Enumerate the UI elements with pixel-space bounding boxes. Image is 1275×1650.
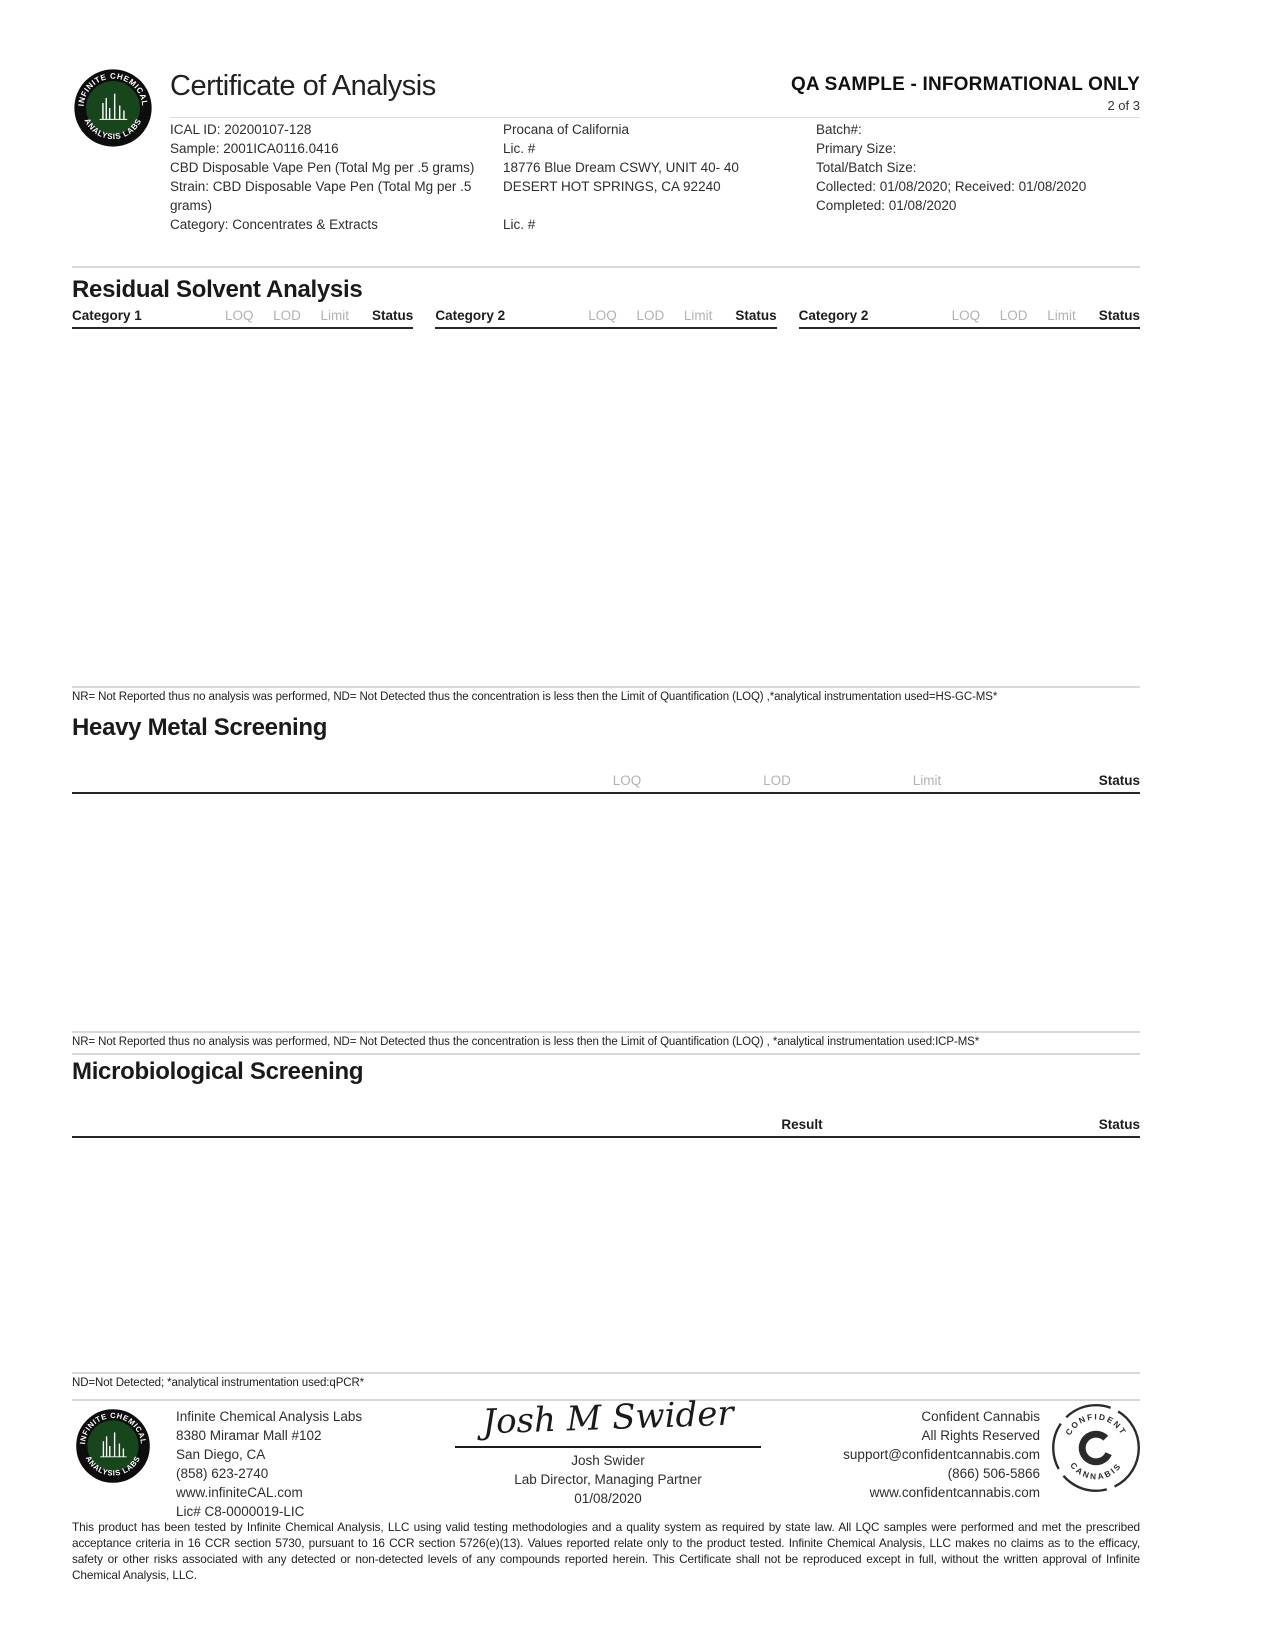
page-title: Certificate of Analysis [170, 70, 436, 102]
confident-phone: (866) 506-5866 [947, 1466, 1040, 1481]
sample-ical-id: ICAL ID: 20200107-128 [170, 122, 312, 137]
signer-name: Josh Swider [571, 1453, 645, 1468]
batch-number: Batch#: [816, 122, 862, 137]
residual-footnote: NR= Not Reported thus no analysis was performed, ND= Not Detected thus the concentration is less then the Limit of Quantification (LOQ) ,*analytical instrumentation used=HS-GC-MS* [72, 691, 998, 703]
confident-rights: All Rights Reserved [921, 1428, 1040, 1443]
microbial-footnote: ND=Not Detected; *analytical instrumentation used:qPCR* [72, 1377, 365, 1389]
column-category-2: Category 2 [435, 308, 506, 323]
batch-info [816, 120, 1146, 215]
client-license: Lic. # [503, 141, 536, 156]
client-address: 18776 Blue Dream CSWY, UNIT 40- 40 [503, 160, 739, 175]
heavy-metals-footnote: NR= Not Reported thus no analysis was performed, ND= Not Detected thus the concentration is less then the Limit of Quantification (LOQ) , *analytical instrumentation used:ICP-MS* [72, 1036, 980, 1048]
column-category-1: Category 1 [72, 308, 142, 323]
sample-name: CBD Disposable Vape Pen (Total Mg per .5 grams) [170, 160, 475, 175]
page-indicator: 2 of 3 [1107, 98, 1140, 113]
column-loq: LOQ [588, 308, 617, 323]
residual-header-group-1 [72, 308, 413, 329]
section-divider [72, 266, 1140, 268]
signature-script: Josh M Swider [481, 1393, 735, 1443]
column-loq: LOQ [951, 308, 981, 323]
column-status: Status [735, 308, 777, 323]
lab-city: San Diego, CA [176, 1447, 266, 1462]
client-info [503, 120, 803, 234]
footnote-divider [72, 686, 1140, 688]
infinite-chemical-footer-logo-icon [72, 1406, 154, 1486]
logo-bottom-text: ANALYSIS LABS [82, 116, 144, 142]
heavy-metals-table-header [72, 768, 1140, 794]
column-lod: LOD [273, 308, 301, 323]
logo-bottom-text: ANALYSIS LABS [83, 1454, 143, 1478]
lab-license: Lic# C8-0000019-LIC [176, 1504, 305, 1519]
column-status: Status [372, 308, 414, 323]
disclaimer-text: This product has been tested by Infinite Chemical Analysis, LLC using valid testing methodologies and a quality system as required by state law. All LQC samples were performed and met the prescribed acceptance criteria in 16 CCR section 5730, pursuant to 16 CCR section 5726(e)(13). Values reported relate only to the product tested. Infinite Chemical Analysis, LLC makes no claims as to the efficacy, safety or other risks associated with any detected or non-detected levels of any compounds reported herein. This Certificate shall not be reproduced except in full, without the written approval of Infinite Chemical Analysis, LLC. [72, 1520, 1140, 1582]
lab-website: www.infiniteCAL.com [176, 1485, 303, 1500]
confident-email: support@confidentcannabis.com [843, 1447, 1040, 1462]
column-lod: LOD [999, 308, 1028, 323]
microbial-table-header [72, 1112, 1140, 1138]
lab-phone: (858) 623-2740 [176, 1466, 269, 1481]
footnote-divider [72, 1372, 1140, 1374]
column-result: Result [781, 1117, 823, 1132]
total-batch-size: Total/Batch Size: [816, 160, 917, 175]
column-loq: LOQ [612, 773, 642, 788]
column-limit: Limit [912, 773, 942, 788]
footnote-divider [72, 1031, 1140, 1033]
confident-website: www.confidentcannabis.com [869, 1485, 1040, 1500]
confident-cannabis-logo-icon [1050, 1402, 1142, 1494]
header-divider [170, 117, 1140, 118]
lab-address-block [176, 1407, 476, 1521]
collected-received: Collected: 01/08/2020; Received: 01/08/2020 [816, 179, 1087, 194]
signer-title: Lab Director, Managing Partner [514, 1472, 702, 1487]
lab-name: Infinite Chemical Analysis Labs [176, 1409, 363, 1424]
primary-size: Primary Size: [816, 141, 897, 156]
column-status: Status [1098, 308, 1140, 323]
lab-street: 8380 Miramar Mall #102 [176, 1428, 322, 1443]
residual-header-group-3 [799, 308, 1140, 329]
client-spacer [503, 196, 803, 215]
completed-date: Completed: 01/08/2020 [816, 198, 957, 213]
column-limit: Limit [683, 308, 713, 323]
client-name: Procana of California [503, 122, 630, 137]
residual-table-header [72, 308, 1140, 329]
sample-info [170, 120, 492, 234]
column-limit: Limit [1047, 308, 1076, 323]
logo-top-text: INFINITE CHEMICAL [76, 71, 150, 107]
qa-banner: QA SAMPLE - INFORMATIONAL ONLY [790, 74, 1140, 95]
confident-logo-bottom-text: CANNABIS [1068, 1460, 1124, 1482]
confident-cannabis-block [700, 1407, 1040, 1502]
confident-logo-top-text: CONFIDENT [1063, 1412, 1129, 1438]
column-loq: LOQ [224, 308, 254, 323]
column-lod: LOD [763, 773, 791, 788]
confident-c-mark-icon [1078, 1430, 1114, 1466]
column-status: Status [1098, 773, 1140, 788]
column-limit: Limit [320, 308, 350, 323]
residual-header-group-2 [435, 308, 776, 329]
logo-top-text: INFINITE CHEMICAL [78, 1410, 149, 1445]
column-status: Status [1098, 1117, 1140, 1132]
microbial-title: Microbiological Screening [72, 1058, 364, 1085]
infinite-chemical-logo-icon [70, 66, 156, 150]
confident-name: Confident Cannabis [921, 1409, 1040, 1424]
residual-solvents-title: Residual Solvent Analysis [72, 276, 363, 303]
heavy-metals-title: Heavy Metal Screening [72, 714, 328, 741]
sample-id: Sample: 2001ICA0116.0416 [170, 141, 339, 156]
sample-strain: Strain: CBD Disposable Vape Pen (Total Mg per .5 grams) [170, 179, 472, 213]
column-category-2b: Category 2 [798, 308, 869, 323]
client-license-2: Lic. # [503, 217, 536, 232]
signature-date: 01/08/2020 [574, 1491, 642, 1506]
footnote-divider [72, 1053, 1140, 1055]
sample-category: Category: Concentrates & Extracts [170, 217, 378, 232]
client-city: DESERT HOT SPRINGS, CA 92240 [503, 179, 721, 194]
column-lod: LOD [636, 308, 665, 323]
